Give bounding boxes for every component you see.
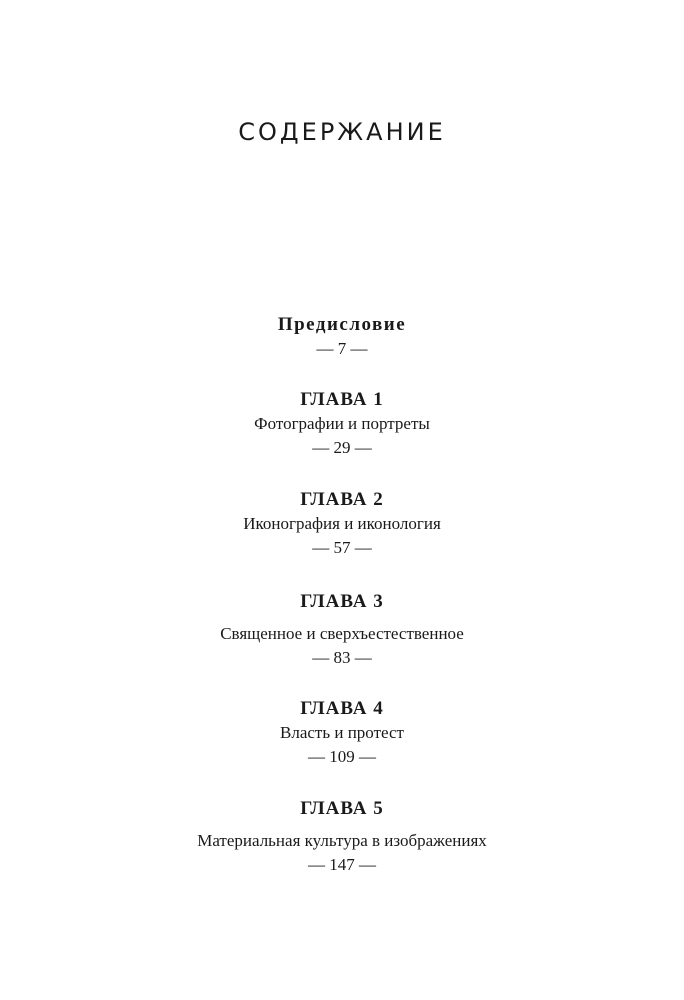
entry-subtitle: Фотографии и портреты [254, 414, 430, 433]
entry-heading: ГЛАВА 1 [300, 389, 384, 410]
entry-heading: ГЛАВА 2 [300, 489, 384, 510]
entry-heading: ГЛАВА 4 [300, 698, 384, 719]
entry-page-number: — 109 — [308, 747, 376, 766]
entry-page-number: — 147 — [308, 855, 376, 874]
entry-subtitle: Материальная культура в изображениях [197, 831, 487, 850]
toc-entry-preface [0, 313, 684, 361]
entry-heading: ГЛАВА 3 [300, 591, 384, 612]
entry-page-number: — 83 — [312, 648, 372, 667]
entry-page-number: — 7 — [316, 339, 368, 358]
entry-heading: Предисловие [277, 314, 407, 335]
toc-entry-chapter-4 [0, 697, 684, 769]
page-title: СОДЕРЖАНИЕ [238, 118, 446, 146]
entry-page-number: — 29 — [312, 438, 372, 457]
entry-heading: ГЛАВА 5 [300, 798, 384, 819]
toc-entry-chapter-5 [0, 797, 684, 877]
toc-entry-chapter-1 [0, 388, 684, 460]
entry-subtitle: Власть и протест [280, 723, 404, 742]
entry-page-number: — 57 — [312, 538, 372, 557]
toc-entry-chapter-2 [0, 488, 684, 560]
entry-subtitle: Иконография и иконология [243, 514, 441, 533]
entry-subtitle: Священное и сверхъестественное [220, 624, 464, 643]
toc-entry-chapter-3 [0, 590, 684, 670]
